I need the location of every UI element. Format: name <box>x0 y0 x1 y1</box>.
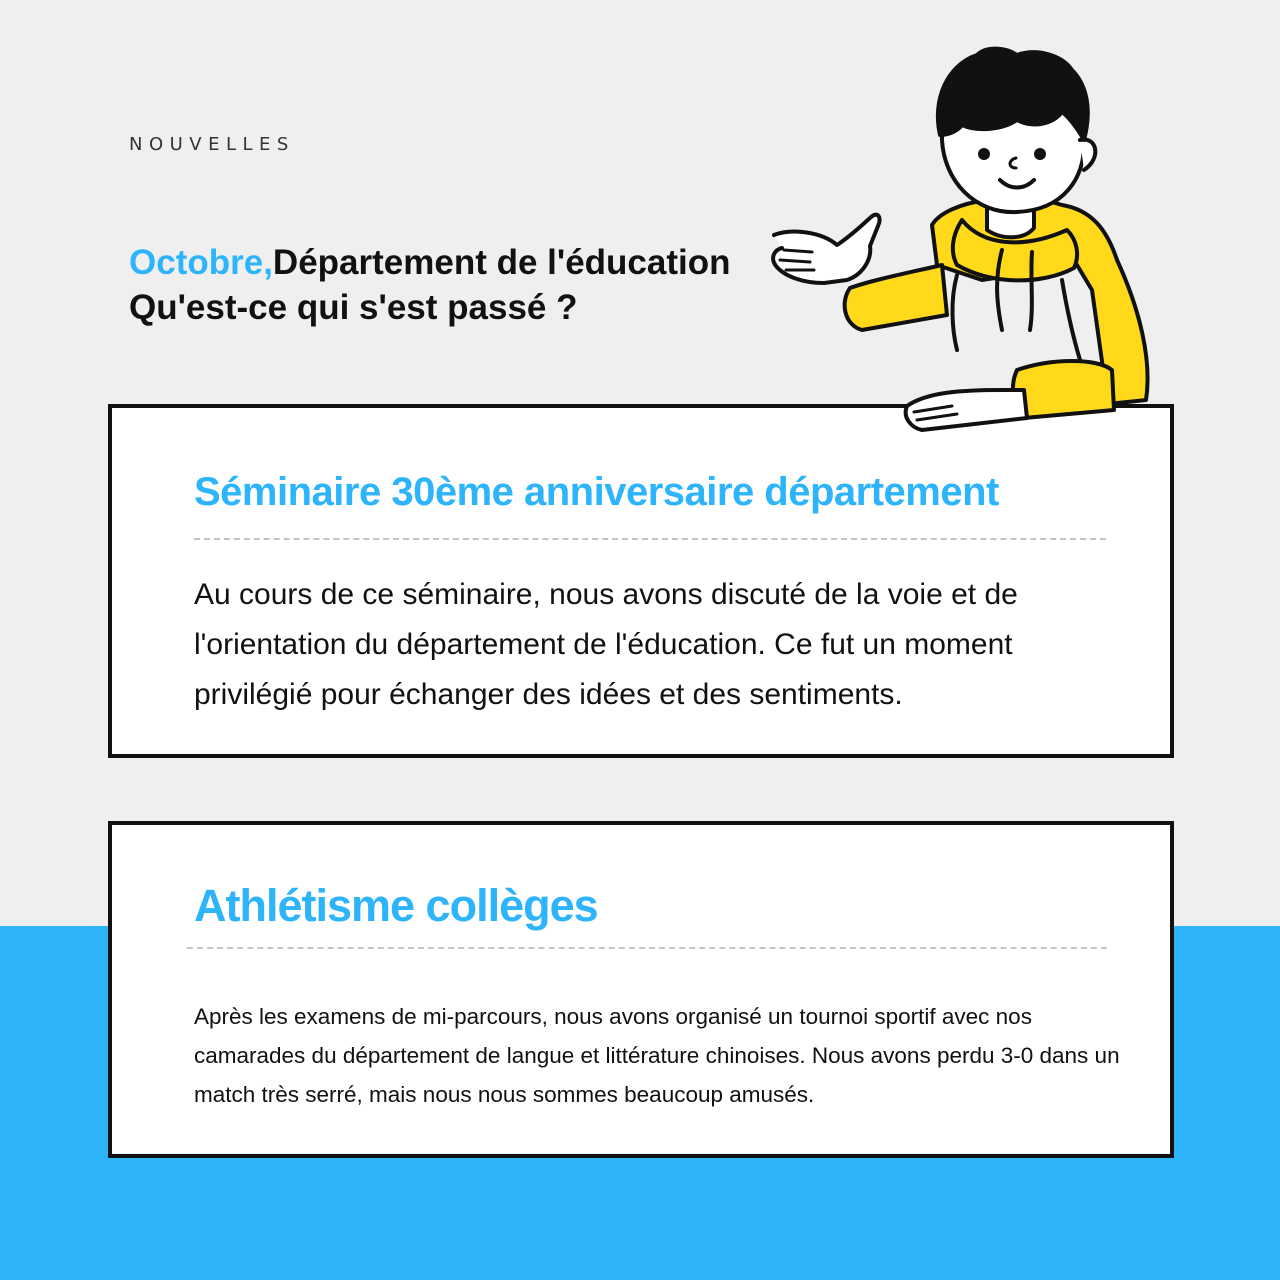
card-body: Après les examens de mi-parcours, nous avons organisé un tournoi sportif avec nos camarades du département de langue et littérature chinoises. Nous avons perdu 3-0 dans un match très serré, mais nous nous sommes beaucoup amusés. <box>194 1004 1120 1107</box>
hoodie-cuff <box>1013 361 1114 418</box>
card-body: Au cours de ce séminaire, nous avons discuté de la voie et de l'orientation du département de l'éducation. Ce fut un moment privilégié pour échanger des idées et des sentiments. <box>194 578 1018 711</box>
open-hand <box>773 215 879 283</box>
card-title: Athlétisme collèges <box>194 880 598 931</box>
news-card-seminar <box>108 404 1174 758</box>
presenting-student-illustration <box>762 40 1162 440</box>
card-title: Séminaire 30ème anniversaire département <box>194 470 999 514</box>
page-headline <box>129 240 731 330</box>
dashed-divider <box>194 538 1106 540</box>
news-card-athletics <box>108 821 1174 1158</box>
headline-line-1 <box>129 240 731 285</box>
headline-line-2: Qu'est-ce qui s'est passé ? <box>129 288 578 327</box>
section-kicker: NOUVELLES <box>129 134 295 155</box>
dashed-divider <box>187 947 1107 949</box>
headline-department: Département de l'éducation <box>272 243 731 282</box>
headline-month: Octobre, <box>129 243 273 282</box>
